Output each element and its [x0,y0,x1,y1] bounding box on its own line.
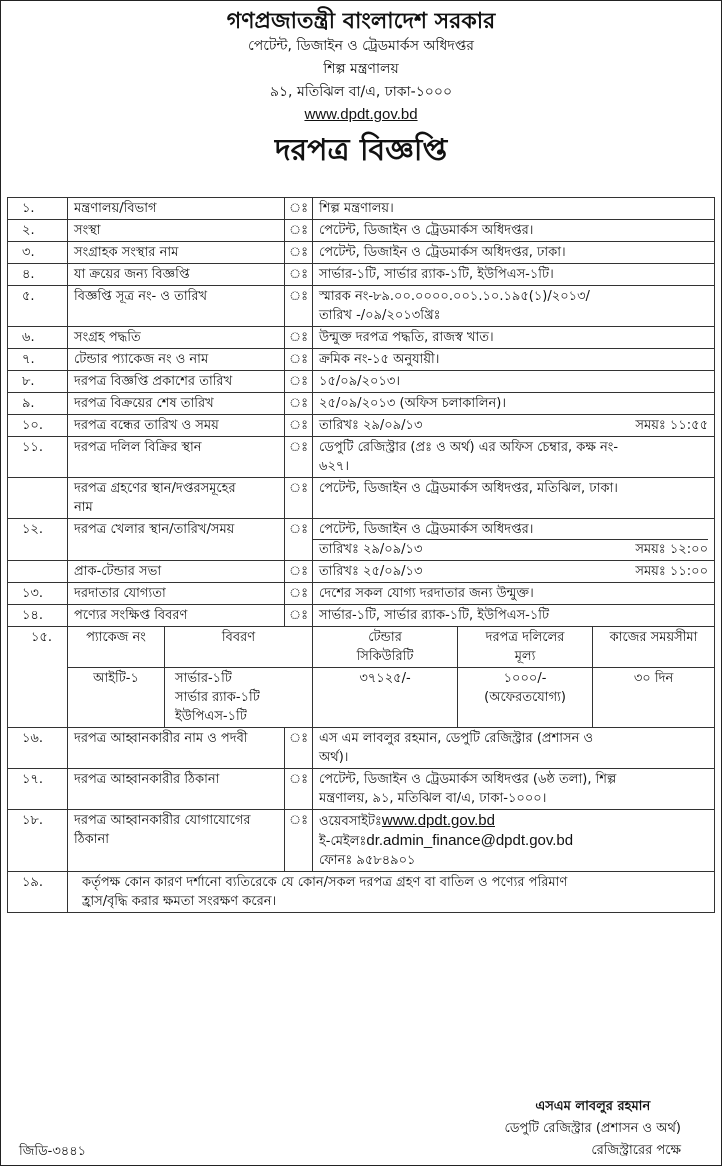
tender-header-text: দরপত্র দলিলের [485,630,565,645]
contact-email-link[interactable]: dr.admin_finance@dpdt.gov.bd [366,832,574,849]
colon-sep: ঃ [285,519,313,561]
row-label [68,264,285,286]
row-label-text: পণ্যের সংক্ষিপ্ত বিবরণ [74,608,188,623]
value-time-row [319,562,708,581]
email-label: ই-মেইলঃ [319,834,367,849]
row-value [313,583,715,605]
gd-number: জিডি-৩৪৪১ [19,1144,87,1159]
tender-items [165,668,313,728]
colon-sep: ঃ [285,478,313,519]
table-row [8,728,715,769]
table-row [8,810,715,872]
colon-sep: ঃ [285,371,313,393]
row-number: ৯. [8,393,68,415]
colon-sep: ঃ [285,561,313,583]
table-row [8,393,715,415]
row-label [68,198,285,220]
row-value-text: মন্ত্রণালয়, ৯১, মতিঝিল বা/এ, ঢাকা-১০০০। [319,791,547,806]
row-value-text: অর্থ)। [319,750,349,765]
row-value-text: তারিখ -/০৯/২০১৩খ্রিঃ [319,308,441,323]
row-time-text: সময়ঃ ১১:৫৫ [635,418,709,433]
row-value [313,327,715,349]
row-label-text: দরপত্র খেলার স্থান/তারিখ/সময় [74,522,235,537]
row-value-text: পেটেন্ট, ডিজাইন ও ট্রেডমার্কস অধিদপ্তর (৬ষ্ঠ তলা), শিল্প [319,772,617,787]
note-row [8,872,715,913]
tender-header-duration: কাজের সময়সীমা [593,627,715,668]
row-value-text: ২৫/০৯/২০১৩ (অফিস চলাকালিন)। [319,396,506,411]
government-name: গণপ্রজাতন্ত্রী বাংলাদেশ সরকার [226,8,496,34]
row-value-text: এস এম লাবলুর রহমান, ডেপুটি রেজিস্ট্রার (প্রশাসন ও [319,731,594,746]
tender-item: সার্ভার-১টি [175,671,232,686]
tender-header-package: প্যাকেজ নং [68,627,165,668]
signatory-name: এসএম লাবলুর রহমান [535,1099,651,1114]
row-value [313,415,715,437]
row-label [68,478,285,519]
signatory-title: ডেপুটি রেজিস্ট্রার (প্রশাসন ও অর্থ) [504,1121,681,1136]
colon-sep: ঃ [285,437,313,478]
row-label-text: টেন্ডার প্যাকেজ নং ও নাম [74,352,209,367]
row-label [68,583,285,605]
colon-sep: ঃ [285,393,313,415]
ministry-name: শিল্প মন্ত্রণালয় [323,61,399,77]
tender-header-row [8,627,715,668]
row-label-text: মন্ত্রণালয়/বিভাগ [74,201,157,216]
row-value [313,242,715,264]
row-number: ১. [8,198,68,220]
website-line [319,811,708,831]
colon-sep: ঃ [285,583,313,605]
row-label-text: দরপত্র বন্ধের তারিখ ও সময় [74,418,219,433]
office-address: ৯১, মতিঝিল বা/এ, ঢাকা-১০০০ [269,84,453,100]
value-time-row [313,539,708,559]
table-row [8,371,715,393]
row-label-text: দরপত্র আহ্বানকারীর যোগাযোগের [74,813,251,828]
value-time-row [319,416,708,435]
row-value-text: তারিখঃ ২৫/০৯/১৩ [319,564,423,579]
signature-block [505,1096,681,1162]
row-label-text: বিজ্ঞপ্তি সূত্র নং- ও তারিখ [74,289,208,304]
row-value-text: সার্ভার-১টি, সার্ভার র‍্যাক-১টি, ইউপিএস-১টি। [319,267,554,282]
email-line [319,831,708,851]
row-label-text: সংগ্রহ পদ্ধতি [74,330,141,345]
row-value-text: উন্মুক্ত দরপত্র পদ্ধতি, রাজস্ব খাত। [319,330,494,345]
row-number: ৮. [8,371,68,393]
website-label: ওয়েবসাইটঃ [319,814,382,829]
row-label [68,561,285,583]
colon-sep: ঃ [285,349,313,371]
row-number: ৩. [8,242,68,264]
table-row [8,769,715,810]
row-label [68,393,285,415]
colon-sep: ঃ [285,242,313,264]
colon-sep: ঃ [285,286,313,327]
table-row [8,198,715,220]
colon-sep: ঃ [285,198,313,220]
row-label-text: দরপত্র আহ্বানকারীর নাম ও পদবী [74,731,248,746]
row-value [313,810,715,872]
row-value-text: শিল্প মন্ত্রণালয়। [319,201,394,216]
table-row [8,605,715,627]
colon-sep: ঃ [285,605,313,627]
table-row [8,519,715,561]
row-number: ১০. [8,415,68,437]
row-value-text: দেশের সকল যোগ্য দরদাতার জন্য উন্মুক্ত। [319,586,534,601]
row-value-text: পেটেন্ট, ডিজাইন ও ট্রেডমার্কস অধিদপ্তর, ঢাকা। [319,245,566,260]
notice-header [1,7,721,174]
row-label-text: দরপত্র বিজ্ঞপ্তি প্রকাশের তারিখ [74,374,233,389]
tender-package: আইটি-১ [68,668,165,728]
table-row [8,478,715,519]
row-value [313,371,715,393]
row-number: ১৮. [8,810,68,872]
row-label-text: সংস্থা [74,223,101,238]
row-label [68,242,285,264]
row-number: ১৩. [8,583,68,605]
table-row [8,264,715,286]
colon-sep: ঃ [285,220,313,242]
department-name: পেটেন্ট, ডিজাইন ও ট্রেডমার্কস অধিদপ্তর [248,38,474,54]
row-label [68,519,285,561]
tender-details-table [7,197,715,913]
row-value-text: ৬২৭। [319,459,350,474]
row-label-text: দরপত্র বিক্রয়ের শেষ তারিখ [74,396,214,411]
row-time-text: সময়ঃ ১২:০০ [635,542,709,557]
row-number [8,478,68,519]
row-label [68,415,285,437]
row-value [313,561,715,583]
tender-price-value: ১০০০/- [503,671,547,686]
row-label [68,286,285,327]
row-label [68,349,285,371]
tender-header-text: সিকিউরিটি [356,649,414,664]
row-value [313,437,715,478]
tender-data-row [8,668,715,728]
table-row [8,327,715,349]
tender-header-description: বিবরণ [165,627,313,668]
row-number: ৭. [8,349,68,371]
row-label [68,220,285,242]
row-value-text: তারিখঃ ২৯/০৯/১৩ [319,542,423,557]
row-number: ১৫. [8,627,68,728]
row-number: ৪. [8,264,68,286]
row-value [313,220,715,242]
row-label [68,810,285,872]
tender-price [458,668,593,728]
row-value-text: ১৫/০৯/২০১৩। [319,374,400,389]
row-label-text: দরপত্র গ্রহণের স্থান/দপ্তরসমূহের [74,481,236,496]
row-value-text: পেটেন্ট, ডিজাইন ও ট্রেডমার্কস অধিদপ্তর। [319,223,534,238]
notice-title: দরপত্র বিজ্ঞপ্তি [274,133,448,168]
tender-header-text: টেন্ডার [368,630,402,645]
row-value [313,286,715,327]
signatory-behalf: রেজিস্ট্রারের পক্ষে [591,1143,681,1158]
colon-sep: ঃ [285,810,313,872]
tender-item: সার্ভার র‍্যাক-১টি [175,690,260,705]
note-text [68,872,715,913]
row-label-text: ঠিকানা [74,832,110,847]
table-row [8,286,715,327]
table-row [8,349,715,371]
row-value [313,264,715,286]
row-number: ৫. [8,286,68,327]
website-link[interactable]: www.dpdt.gov.bd [304,106,418,123]
row-number: ১৪. [8,605,68,627]
row-value [313,198,715,220]
row-label [68,769,285,810]
row-value [313,728,715,769]
table-row [8,561,715,583]
row-time-text: সময়ঃ ১১:০০ [635,564,709,579]
row-number [8,561,68,583]
row-label-text: দরপত্র দলিল বিক্রির স্থান [74,440,202,455]
note-line: কর্তৃপক্ষ কোন কারণ দর্শানো ব্যতিরেকে যে কোন/সকল দরপত্র গ্রহণ বা বাতিল ও পণ্যের পরিমাণ [82,875,568,890]
row-label-text: সংগ্রাহক সংস্থার নাম [74,245,179,260]
row-value-text: তারিখঃ ২৯/০৯/১৩ [319,418,423,433]
row-number: ১১. [8,437,68,478]
row-value [313,393,715,415]
row-value [313,605,715,627]
row-number: ১৭. [8,769,68,810]
tender-header-price [458,627,593,668]
table-row [8,437,715,478]
colon-sep: ঃ [285,769,313,810]
row-label [68,605,285,627]
row-number: ১৯. [8,872,68,913]
row-label-text: যা ক্রয়ের জন্য বিজ্ঞপ্তি [74,267,190,282]
row-label [68,371,285,393]
contact-website-link[interactable]: www.dpdt.gov.bd [381,812,495,829]
row-value [313,478,715,519]
row-label [68,437,285,478]
table-row [8,220,715,242]
tender-item: ইউপিএস-১টি [175,709,247,724]
colon-sep: ঃ [285,728,313,769]
tender-price-note: (অফেরতযোগ্য) [484,690,566,705]
table-row [8,242,715,264]
colon-sep: ঃ [285,327,313,349]
row-value-text: সার্ভার-১টি, সার্ভার র‍্যাক-১টি, ইউপিএস-১টি [319,608,550,623]
table-row [8,415,715,437]
colon-sep: ঃ [285,415,313,437]
tender-duration: ৩০ দিন [593,668,715,728]
row-label-text: নাম [74,500,93,515]
row-number: ১৬. [8,728,68,769]
row-value [313,769,715,810]
row-label-text: দরদাতার যোগ্যতা [74,586,166,601]
row-value-text: স্মারক নং-৮৯.০০.০০০০.০০১.১০.১৯৫(১)/২০১৩/ [319,289,590,304]
tender-header-text: মূল্য [514,649,536,664]
table-row [8,583,715,605]
colon-sep: ঃ [285,264,313,286]
row-label [68,728,285,769]
row-label-text: প্রাক-টেন্ডার সভা [74,564,162,579]
tender-security: ৩৭১২৫/- [313,668,458,728]
row-value-text: পেটেন্ট, ডিজাইন ও ট্রেডমার্কস অধিদপ্তর। [319,522,534,537]
row-number: ১২. [8,519,68,561]
row-value [313,519,715,561]
row-value-text: ক্রমিক নং-১৫ অনুযায়ী। [319,352,440,367]
note-line: হ্রাস/বৃদ্ধি করার ক্ষমতা সংরক্ষণ করেন। [82,894,277,909]
row-label [68,327,285,349]
row-number: ৬. [8,327,68,349]
row-value-text: ডেপুটি রেজিস্ট্রার (প্রঃ ও অর্থ) এর অফিস চেম্বার, কক্ষ নং- [319,440,619,455]
tender-header-security [313,627,458,668]
row-value-text: পেটেন্ট, ডিজাইন ও ট্রেডমার্কস অধিদপ্তর, মতিঝিল, ঢাকা। [319,481,618,496]
row-value [313,349,715,371]
row-number: ২. [8,220,68,242]
row-label-text: দরপত্র আহ্বানকারীর ঠিকানা [74,772,220,787]
contact-phone: ফোনঃ ৯৫৮৪৯০১ [319,853,416,868]
